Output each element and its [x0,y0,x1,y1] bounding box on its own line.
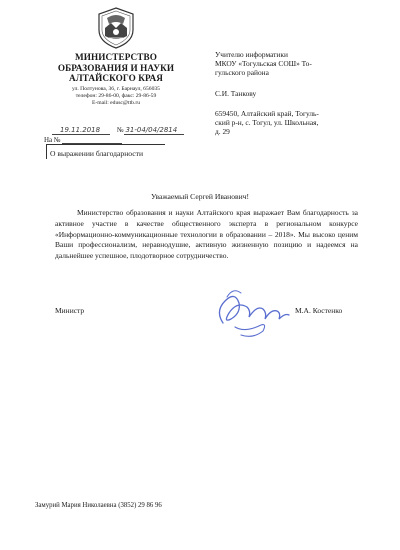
organization-line: МИНИСТЕРСТВО [75,52,157,62]
date-value: 19.11.2018 [60,126,101,134]
signatory-name: М.А. Костенко [295,306,343,315]
recipient-name: С.И. Танкову [215,88,257,98]
recipient-block [215,50,385,136]
email-line: E-mail: edusc@ttb.ru [91,99,141,106]
salutation: Уважаемый Сергей Иванович! [150,192,250,201]
recipient-position: Учителю информатики [215,50,288,59]
phone-line: телефон: 29-86-00, факс: 29-86-59 [75,92,157,99]
reference-label: На № [44,136,61,144]
date-underline [52,134,110,135]
handwritten-signature [205,283,295,341]
executor-contact: Замурий Мария Николаевна (3852) 29 86 96 [35,502,162,509]
number-value: 31-04/04/2814 [125,126,178,134]
signatory-title: Министр [55,306,85,315]
organization-name [48,52,184,84]
address-line: ул. Полтунова, 36, г. Барнаул, 656035 [72,86,160,92]
organization-line: ОБРАЗОВАНИЯ И НАУКИ [57,62,175,73]
coat-of-arms-emblem [95,6,137,50]
organization-line: АЛТАЙСКОГО КРАЯ [68,73,164,83]
recipient-school: МКОУ «Тогульская СОШ» То- [215,59,312,69]
number-sign: № [117,126,124,134]
outgoing-number [117,126,177,134]
organization-contacts [48,86,184,106]
letter-subject: О выражении благодарности [50,149,144,158]
outgoing-date [60,126,100,134]
recipient-address-line: ский р-н, с. Тогул, ул. Школьная, [215,118,319,128]
recipient-address-line: д. 29 [215,127,230,137]
recipient-district: гульского района [215,68,269,78]
recipient-address-line: 659450, Алтайский край, Тогуль- [215,108,319,118]
letter-body: Министерство образования и науки Алтайского края выражает Вам благодарность за активное участие в качестве общественного эксперта в региональном конкурсе «Информационно-коммуникационные технологии в образовании – 2018». Мы высоко ценим Ваши профессионализм, неравнодушие, активную жизненную позицию и надеемся на дальнейшее успешное, плодотворное сотрудничество. [55,208,358,261]
number-underline [124,134,184,135]
